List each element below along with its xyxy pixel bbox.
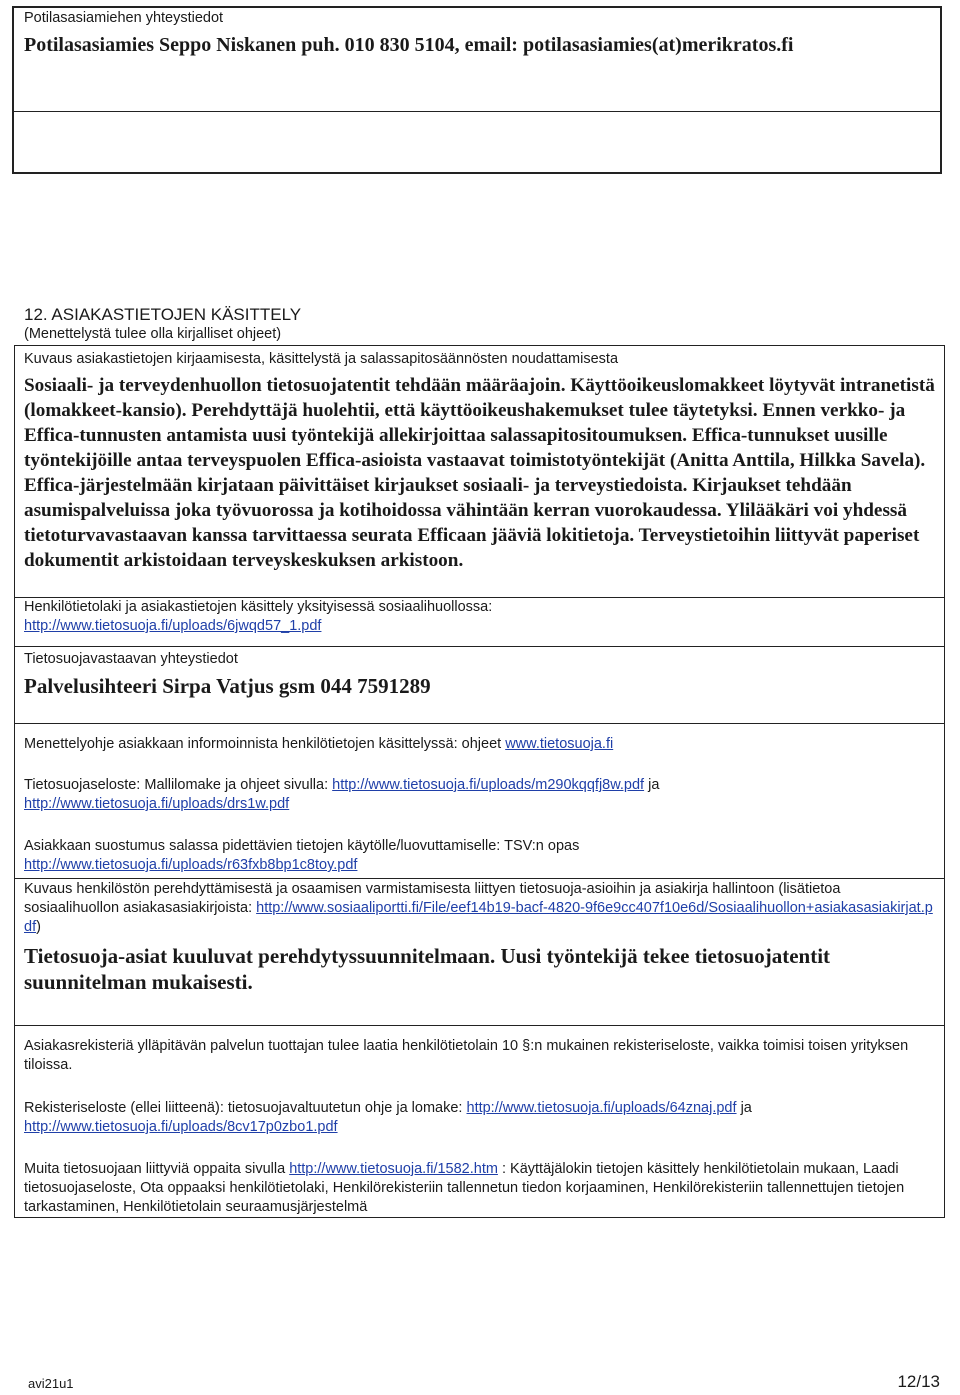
divider xyxy=(14,1025,945,1026)
ombudsman-contact-value: Potilasasiamies Seppo Niskanen puh. 010 830 5104, email: potilasasiamies(at)merikratos.fi xyxy=(24,34,794,56)
document-code: avi21u1 xyxy=(28,1376,74,1391)
description-label: Kuvaus asiakastietojen kirjaamisesta, käsittelystä ja salassapitosäännösten noudattamisesta xyxy=(24,351,619,367)
orientation-label xyxy=(24,880,936,937)
consent-text: Asiakkaan suostumus salassa pidettävien tietojen käytölle/luovuttamiselle: TSV:n opas xyxy=(24,838,580,854)
divider xyxy=(14,878,945,879)
orientation-label-text: Kuvaus henkilöstön perehdyttämisestä ja osaamisen varmistamisesta liittyen tietosuoja-asioihin ja asiakirja hallintoon (lisätietoa sosiaalihuollon asiakasasiakirjoista: xyxy=(24,881,841,916)
register-join: ja xyxy=(740,1100,752,1116)
statement-join: ja xyxy=(648,777,660,793)
privacy-officer-value: Palvelusihteeri Sirpa Vatjus gsm 044 7591289 xyxy=(24,674,431,698)
section-heading: 12. ASIAKASTIETOJEN KÄSITTELY xyxy=(24,305,302,324)
law-label: Henkilötietolaki ja asiakastietojen käsittely yksityisessä sosiaalihuollossa: xyxy=(24,599,493,615)
orientation-label-end: ) xyxy=(36,919,41,935)
description-text: Sosiaali- ja terveydenhuollon tietosuojatentit tehdään määräajoin. Käyttöoikeuslomakkeet löytyvät intranetistä (lomakkeet-kansio). Perehdyttäjä huolehtii, että käyttöoikeushakemukset tulee täytetyksi. Ennen verkko- ja Effica-tunnusten antamista uusi työntekijä allekirjoittaa salassapitositoumuksen. Effica-tunnukset uusille työntekijöille antaa terveyspuolen Effica-asioista vastaavat toimistotyöntekijät (Anitta Anttila, Hilkka Savela). Effica-järjestelmään kirjataan päivittäiset kirjaukset sosiaali- ja terveystiedoista. Kirjaukset tehdään asumispalveluissa joka työvuorossa ja kotihoidossa vähintään kerran vuorokaudessa. Ylilääkäri voi yhdessä tietoturvavastaavan kanssa tarvittaessa seurata Efficaan jääviä lokitietoja. Terveystietoihin liittyvät paperiset dokumentit arkistoidaan terveyskeskuksen arkistoon. xyxy=(24,375,935,571)
ombudsman-contact-label: Potilasasiamiehen yhteystiedot xyxy=(24,10,224,26)
other-guides xyxy=(24,1160,929,1217)
other-guides-text: Muita tietosuojaan liittyviä oppaita sivulla xyxy=(24,1161,286,1177)
other-guides-link[interactable]: http://www.tietosuoja.fi/1582.htm xyxy=(289,1161,498,1177)
orientation-value: Tietosuoja-asiat kuuluvat perehdytyssuunnitelmaan. Uusi työntekijä tekee tietosuojatentit suunnitelman mukaisesti. xyxy=(24,944,831,994)
patient-ombudsman-box xyxy=(12,6,942,174)
register-link-1[interactable]: http://www.tietosuoja.fi/uploads/64znaj.pdf xyxy=(466,1100,737,1116)
law-link[interactable]: http://www.tietosuoja.fi/uploads/6jwqd57_1.pdf xyxy=(24,618,322,634)
register-statement-text: Rekisteriseloste (ellei liitteenä): tietosuojavaltuutetun ohje ja lomake: xyxy=(24,1100,463,1116)
statement-link-2[interactable]: http://www.tietosuoja.fi/uploads/drs1w.pdf xyxy=(24,796,290,812)
consent-link[interactable]: http://www.tietosuoja.fi/uploads/r63fxb8bp1c8toy.pdf xyxy=(24,857,358,873)
section-subheading: (Menettelystä tulee olla kirjalliset ohjeet) xyxy=(24,326,282,342)
statement-text: Tietosuojaseloste: Mallilomake ja ohjeet sivulla: xyxy=(24,777,329,793)
method-link[interactable]: www.tietosuoja.fi xyxy=(505,736,614,752)
method-line xyxy=(24,735,613,754)
privacy-officer-label: Tietosuojavastaavan yhteystiedot xyxy=(24,651,238,667)
orientation-link[interactable]: http://www.sosiaaliportti.fi/File/eef14b19-bacf-4820-9f6e9cc407f10e6d/Sosiaalihuollon+asiakasasiakirjat.pdf xyxy=(24,900,933,935)
divider xyxy=(14,723,945,724)
register-statement-line xyxy=(24,1099,752,1118)
register-requirement: Asiakasrekisteriä ylläpitävän palvelun tuottajan tulee laatia henkilötietolain 10 §:n mukainen rekisteriseloste, vaikka toimisi toisen yrityksen tiloissa. xyxy=(24,1038,909,1073)
other-guides-list: : Käyttäjälokin tietojen käsittely henkilötietolain mukaan, Laadi tietosuojaseloste, Ota oppaaksi henkilötietolaki, Henkilörekisteriin tallennetun tiedon korjaaminen, Henkilörekisteriin tallennettujen tietojen tarkastaminen, Henkilötietolain seuraamusjärjestelmä xyxy=(24,1161,905,1215)
method-text: Menettelyohje asiakkaan informoinnista henkilötietojen käsittelyssä: ohjeet xyxy=(24,736,502,752)
page-number: 12/13 xyxy=(897,1372,940,1391)
register-link-2[interactable]: http://www.tietosuoja.fi/uploads/8cv17p0zbo1.pdf xyxy=(24,1119,338,1135)
statement-line xyxy=(24,776,659,795)
divider xyxy=(14,646,945,647)
statement-link-1[interactable]: http://www.tietosuoja.fi/uploads/m290kqqfj8w.pdf xyxy=(332,777,645,793)
divider xyxy=(12,111,942,112)
